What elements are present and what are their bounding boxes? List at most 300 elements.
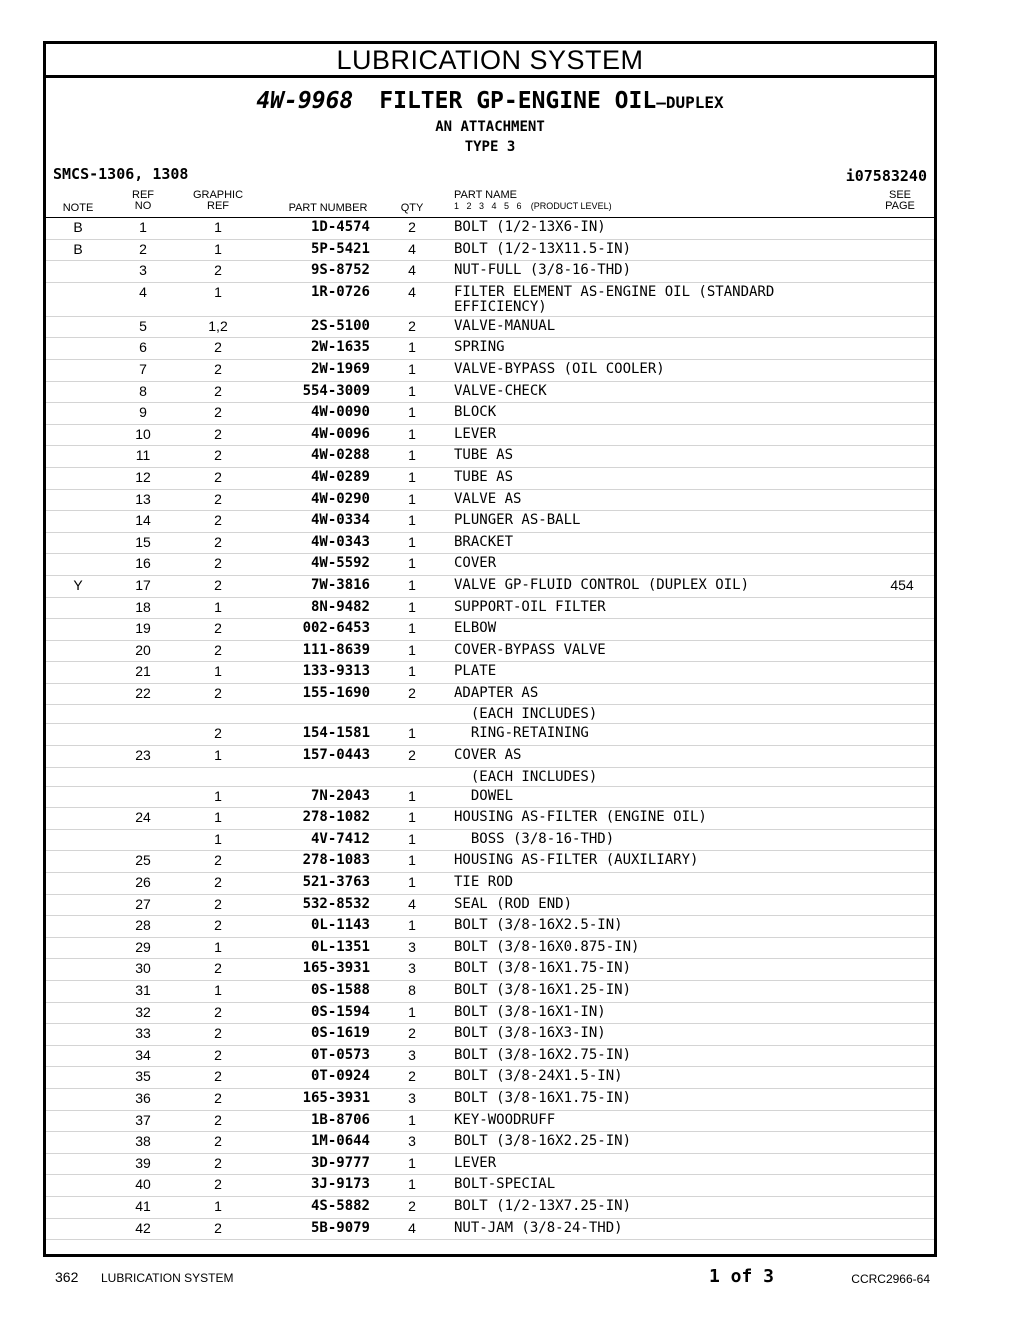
row-ref-no: 13	[135, 490, 151, 507]
row-part-name: VALVE-MANUAL	[454, 317, 556, 334]
row-ref-no: 39	[135, 1154, 151, 1171]
row-graphic-ref: 2	[214, 468, 222, 485]
row-ref-no: 24	[135, 809, 151, 826]
row-part-number: 157-0443	[302, 747, 370, 764]
table-row	[46, 554, 934, 576]
table-row	[46, 1197, 934, 1219]
row-graphic-ref: 2	[214, 1089, 222, 1106]
row-graphic-ref: 2	[214, 1111, 222, 1128]
row-qty: 4	[408, 262, 416, 279]
table-row	[46, 1111, 934, 1133]
row-ref-no: 8	[139, 382, 147, 399]
row-part-number: 278-1083	[302, 852, 370, 869]
row-graphic-ref: 1	[214, 283, 222, 300]
row-ref-no: 36	[135, 1089, 151, 1106]
col-ref-no	[124, 190, 162, 212]
row-part-number: 4W-0334	[310, 512, 370, 529]
group-name-suffix: —DUPLEX	[656, 93, 724, 112]
row-qty: 1	[408, 533, 416, 550]
table-row	[46, 446, 934, 468]
row-qty: 1	[408, 404, 416, 421]
row-ref-no: 32	[135, 1003, 151, 1020]
row-ref-no: 1	[139, 219, 147, 235]
row-part-name: BLOCK	[454, 404, 497, 421]
row-qty: 3	[408, 938, 416, 955]
row-graphic-ref: 2	[214, 1003, 222, 1020]
smcs-codes: SMCS-1306, 1308	[53, 165, 189, 183]
row-part-number: 7N-2043	[310, 787, 370, 804]
row-graphic-ref: 2	[214, 447, 222, 464]
row-qty: 1	[408, 917, 416, 934]
table-row	[46, 619, 934, 641]
table-row	[46, 1154, 934, 1176]
table-row	[46, 403, 934, 425]
row-part-number: 2S-5100	[310, 317, 370, 334]
footer-page-number: 362	[55, 1269, 79, 1285]
table-row	[46, 240, 934, 262]
row-qty: 1	[408, 874, 416, 891]
row-ref-no: 14	[135, 512, 151, 529]
row-part-number: 2W-1969	[310, 360, 370, 377]
table-row	[46, 916, 934, 938]
row-part-name: BOLT (3/8-16X1.75-IN)	[454, 960, 632, 977]
row-part-number: 4W-0343	[310, 533, 370, 550]
row-part-name: VALVE-BYPASS (OIL COOLER)	[454, 360, 665, 377]
row-ref-no: 7	[139, 360, 147, 377]
table-row	[46, 808, 934, 830]
group-title	[46, 88, 934, 114]
table-row	[46, 959, 934, 981]
row-qty: 1	[408, 1176, 416, 1193]
row-qty: 4	[408, 240, 416, 257]
column-headers	[46, 174, 934, 218]
table-row	[46, 1132, 934, 1154]
col-qty: QTY	[400, 202, 424, 214]
col-ref-top: REF	[132, 189, 154, 201]
table-row	[46, 1024, 934, 1046]
row-part-name: BRACKET	[454, 533, 514, 550]
row-part-name: TUBE AS	[454, 447, 514, 464]
row-qty: 2	[408, 684, 416, 701]
row-qty: 2	[408, 1025, 416, 1042]
row-qty: 4	[408, 1219, 416, 1236]
row-ref-no: 28	[135, 917, 151, 934]
row-part-name: ELBOW	[454, 620, 497, 637]
row-qty: 3	[408, 1133, 416, 1150]
row-part-name: KEY-WOODRUFF	[454, 1111, 556, 1128]
row-ref-no: 37	[135, 1111, 151, 1128]
row-part-number: 8N-9482	[310, 598, 370, 615]
col-note: NOTE	[62, 202, 94, 214]
row-ref-no: 20	[135, 641, 151, 658]
row-qty: 8	[408, 982, 416, 998]
group-subtitle-type: TYPE 3	[464, 139, 516, 155]
footer-page-of: 1 of 3	[709, 1266, 775, 1287]
row-graphic-ref: 2	[214, 917, 222, 934]
row-ref-no: 5	[139, 317, 147, 334]
row-graphic-ref: 2	[214, 382, 222, 399]
row-qty: 3	[408, 1046, 416, 1063]
table-row	[46, 511, 934, 533]
table-row	[46, 576, 934, 598]
table-row	[46, 1067, 934, 1089]
row-part-number: 133-9313	[302, 663, 370, 680]
row-ref-no: 30	[135, 960, 151, 977]
row-qty: 4	[408, 283, 416, 300]
table-row	[46, 1046, 934, 1068]
row-part-name: SPRING	[454, 339, 505, 356]
table-row	[46, 1219, 934, 1241]
table-row	[46, 218, 934, 240]
row-graphic-ref: 2	[214, 533, 222, 550]
row-note: B	[73, 240, 83, 257]
row-ref-no: 29	[135, 938, 151, 955]
row-ref-no: 2	[139, 240, 147, 257]
row-part-name: SEAL (ROD END)	[454, 895, 573, 912]
row-part-number: 4W-0289	[310, 468, 370, 485]
row-graphic-ref: 2	[214, 1176, 222, 1193]
col-see-top: SEE	[888, 189, 911, 201]
row-part-number: 165-3931	[302, 1089, 370, 1106]
row-qty: 4	[408, 895, 416, 912]
row-graphic-ref: 2	[214, 620, 222, 637]
row-part-number: 532-8532	[302, 895, 370, 912]
row-part-name: BOLT-SPECIAL	[454, 1176, 556, 1193]
table-row	[46, 598, 934, 620]
row-note: Y	[73, 576, 83, 593]
group-part-number: 4W-9968	[256, 88, 354, 114]
row-part-number: 4V-7412	[310, 830, 370, 847]
row-part-number: 1B-8706	[310, 1111, 370, 1128]
row-part-number: 0L-1351	[310, 938, 370, 955]
row-part-name: BOLT (3/8-16X2.25-IN)	[454, 1133, 632, 1150]
group-header	[46, 78, 934, 185]
row-part-name: BOLT (1/2-13X11.5-IN)	[454, 240, 632, 257]
table-row	[46, 662, 934, 684]
row-qty: 1	[408, 787, 416, 804]
row-part-name: NUT-FULL (3/8-16-THD)	[454, 262, 632, 279]
row-qty: 2	[408, 747, 416, 764]
col-see-page	[878, 190, 922, 212]
row-part-number: 3D-9777	[310, 1154, 370, 1171]
row-qty: 1	[408, 490, 416, 507]
row-part-name: BOLT (3/8-16X3-IN)	[454, 1025, 606, 1042]
row-part-number: 4W-0096	[310, 425, 370, 442]
row-part-name: (EACH INCLUDES)	[454, 768, 598, 785]
table-row	[46, 317, 934, 339]
table-row	[46, 787, 934, 809]
row-part-name: COVER AS	[454, 747, 522, 764]
row-part-number: 111-8639	[302, 641, 370, 658]
table-row	[46, 1089, 934, 1111]
row-qty: 1	[408, 1003, 416, 1020]
row-graphic-ref: 2	[214, 725, 222, 742]
row-part-name: DOWEL	[454, 787, 514, 804]
row-qty: 1	[408, 663, 416, 680]
illustration-id: i07583240	[845, 167, 927, 185]
row-graphic-ref: 2	[214, 852, 222, 869]
table-row	[46, 283, 934, 317]
row-ref-no: 18	[135, 598, 151, 615]
row-part-name: RING-RETAINING	[454, 725, 589, 742]
row-part-number: 165-3931	[302, 960, 370, 977]
row-graphic-ref: 2	[214, 339, 222, 356]
row-ref-no: 26	[135, 874, 151, 891]
row-part-number: 0T-0573	[310, 1046, 370, 1063]
row-part-number: 7W-3816	[310, 576, 370, 593]
row-ref-no: 9	[139, 404, 147, 421]
row-part-name: NUT-JAM (3/8-24-THD)	[454, 1219, 623, 1236]
row-part-number: 521-3763	[302, 874, 370, 891]
row-part-number: 5P-5421	[310, 240, 370, 257]
row-qty: 1	[408, 1111, 416, 1128]
row-part-name: (EACH INCLUDES)	[454, 706, 598, 723]
table-row	[46, 895, 934, 917]
row-qty: 3	[408, 960, 416, 977]
table-row	[46, 360, 934, 382]
row-graphic-ref: 2	[214, 1133, 222, 1150]
row-part-name: BOLT (3/8-24X1.5-IN)	[454, 1068, 623, 1085]
row-part-name: BOLT (3/8-16X2.75-IN)	[454, 1046, 632, 1063]
row-part-number: 4W-0288	[310, 447, 370, 464]
row-graphic-ref: 1	[214, 938, 222, 955]
row-graphic-ref: 1	[214, 787, 222, 804]
table-row	[46, 938, 934, 960]
row-graphic-ref: 2	[214, 960, 222, 977]
col-see-bottom: PAGE	[885, 200, 915, 212]
row-see-page: 454	[890, 576, 914, 593]
row-part-number: 0S-1594	[310, 1003, 370, 1020]
table-row	[46, 746, 934, 768]
row-ref-no: 15	[135, 533, 151, 550]
row-graphic-ref: 2	[214, 895, 222, 912]
row-part-number: 0S-1619	[310, 1025, 370, 1042]
row-qty: 1	[408, 447, 416, 464]
row-qty: 1	[408, 641, 416, 658]
row-part-number: 0S-1588	[310, 982, 370, 998]
row-qty: 2	[408, 317, 416, 334]
row-ref-no: 31	[135, 982, 151, 998]
row-part-name: TIE ROD	[454, 874, 514, 891]
row-part-name: COVER-BYPASS VALVE	[454, 641, 606, 658]
row-graphic-ref: 2	[214, 684, 222, 701]
row-note: B	[73, 219, 83, 235]
row-qty: 2	[408, 219, 416, 235]
section-title: LUBRICATION SYSTEM	[46, 44, 934, 78]
row-part-number: 4W-0090	[310, 404, 370, 421]
row-qty: 1	[408, 555, 416, 572]
row-ref-no: 33	[135, 1025, 151, 1042]
row-graphic-ref: 2	[214, 1154, 222, 1171]
row-graphic-ref: 2	[214, 490, 222, 507]
row-qty: 2	[408, 1068, 416, 1085]
footer-doc-code: CCRC2966-64	[851, 1272, 930, 1286]
row-part-number: 1D-4574	[310, 219, 370, 235]
row-graphic-ref: 1	[214, 663, 222, 680]
table-row	[46, 705, 934, 724]
row-graphic-ref: 2	[214, 555, 222, 572]
row-part-number: 3J-9173	[310, 1176, 370, 1193]
row-qty: 2	[408, 1197, 416, 1214]
col-graphic-bottom: REF	[207, 200, 229, 212]
row-graphic-ref: 1	[214, 830, 222, 847]
row-part-name: BOSS (3/8-16-THD)	[454, 830, 615, 847]
table-row	[46, 830, 934, 852]
row-ref-no: 35	[135, 1068, 151, 1085]
row-ref-no: 34	[135, 1046, 151, 1063]
group-name: FILTER GP-ENGINE OIL	[379, 88, 657, 114]
row-part-name: HOUSING AS-FILTER (AUXILIARY)	[454, 852, 699, 869]
row-ref-no: 42	[135, 1219, 151, 1236]
footer-section: LUBRICATION SYSTEM	[101, 1271, 234, 1285]
row-qty: 1	[408, 339, 416, 356]
row-part-name: VALVE-CHECK	[454, 382, 547, 399]
row-graphic-ref: 1	[214, 219, 222, 235]
row-part-name: VALVE GP-FLUID CONTROL (DUPLEX OIL)	[454, 576, 750, 593]
row-part-name: COVER	[454, 555, 497, 572]
row-graphic-ref: 2	[214, 1046, 222, 1063]
row-part-number: 002-6453	[302, 620, 370, 637]
row-part-number: 554-3009	[302, 382, 370, 399]
row-qty: 1	[408, 852, 416, 869]
table-row	[46, 981, 934, 1003]
table-row	[46, 873, 934, 895]
row-qty: 1	[408, 598, 416, 615]
row-graphic-ref: 1	[214, 598, 222, 615]
table-row	[46, 768, 934, 787]
row-ref-no: 6	[139, 339, 147, 356]
row-graphic-ref: 2	[214, 641, 222, 658]
row-part-name: BOLT (1/2-13X6-IN)	[454, 219, 606, 235]
table-row	[46, 468, 934, 490]
row-ref-no: 27	[135, 895, 151, 912]
row-qty: 1	[408, 360, 416, 377]
row-part-name: FILTER ELEMENT AS-ENGINE OIL (STANDARD EFFICIENCY)	[454, 283, 775, 315]
col-ref-bottom: NO	[134, 200, 152, 212]
row-part-name: TUBE AS	[454, 468, 514, 485]
row-part-name: LEVER	[454, 1154, 497, 1171]
row-graphic-ref: 2	[214, 512, 222, 529]
row-qty: 1	[408, 512, 416, 529]
row-ref-no: 19	[135, 620, 151, 637]
table-row	[46, 261, 934, 283]
row-qty: 1	[408, 1154, 416, 1171]
row-graphic-ref: 1,2	[208, 317, 228, 334]
table-row	[46, 684, 934, 706]
row-qty: 1	[408, 576, 416, 593]
row-graphic-ref: 2	[214, 1219, 222, 1236]
row-ref-no: 12	[135, 468, 151, 485]
row-part-number: 9S-8752	[310, 262, 370, 279]
row-part-name: BOLT (3/8-16X2.5-IN)	[454, 917, 623, 934]
row-part-number: 2W-1635	[310, 339, 370, 356]
row-part-name: ADAPTER AS	[454, 684, 539, 701]
table-row	[46, 533, 934, 555]
row-qty: 1	[408, 725, 416, 742]
row-part-name: SUPPORT-OIL FILTER	[454, 598, 606, 615]
row-part-name: PLUNGER AS-BALL	[454, 512, 581, 529]
table-row	[46, 425, 934, 447]
row-part-name: HOUSING AS-FILTER (ENGINE OIL)	[454, 809, 707, 826]
row-part-number: 4W-5592	[310, 555, 370, 572]
row-part-name: LEVER	[454, 425, 497, 442]
table-row	[46, 382, 934, 404]
row-ref-no: 3	[139, 262, 147, 279]
row-part-name: BOLT (3/8-16X1.25-IN)	[454, 982, 632, 998]
table-row	[46, 851, 934, 873]
page-footer	[0, 1266, 1020, 1290]
row-ref-no: 25	[135, 852, 151, 869]
row-ref-no: 38	[135, 1133, 151, 1150]
row-part-name: VALVE AS	[454, 490, 522, 507]
row-part-number: 154-1581	[302, 725, 370, 742]
row-part-number: 0L-1143	[310, 917, 370, 934]
row-ref-no: 23	[135, 747, 151, 764]
col-graphic-top: GRAPHIC	[192, 189, 244, 201]
row-ref-no: 10	[135, 425, 151, 442]
row-part-number: 1R-0726	[310, 283, 370, 300]
row-qty: 1	[408, 620, 416, 637]
row-ref-no: 21	[135, 663, 151, 680]
row-part-number: 155-1690	[302, 684, 370, 701]
row-ref-no: 16	[135, 555, 151, 572]
row-part-number: 5B-9079	[310, 1219, 370, 1236]
row-ref-no: 11	[135, 447, 151, 464]
group-subtitle-attachment: AN ATTACHMENT	[435, 119, 545, 135]
table-row	[46, 338, 934, 360]
table-row	[46, 1175, 934, 1197]
col-part-number: PART NUMBER	[288, 202, 368, 214]
row-graphic-ref: 2	[214, 425, 222, 442]
row-graphic-ref: 2	[214, 1068, 222, 1085]
row-graphic-ref: 1	[214, 747, 222, 764]
row-graphic-ref: 2	[214, 262, 222, 279]
row-part-number: 0T-0924	[310, 1068, 370, 1085]
parts-page-frame	[43, 41, 937, 1257]
row-graphic-ref: 1	[214, 809, 222, 826]
row-graphic-ref: 2	[214, 874, 222, 891]
row-graphic-ref: 2	[214, 576, 222, 593]
row-qty: 1	[408, 809, 416, 826]
row-qty: 1	[408, 468, 416, 485]
col-levels: 1 2 3 4 5 6	[454, 201, 522, 211]
col-part-name-label: PART NAME	[454, 189, 517, 201]
row-graphic-ref: 2	[214, 360, 222, 377]
row-ref-no: 17	[135, 576, 151, 593]
row-part-name: BOLT (3/8-16X0.875-IN)	[454, 938, 640, 955]
row-graphic-ref: 2	[214, 1025, 222, 1042]
parts-list	[46, 218, 934, 1240]
row-graphic-ref: 2	[214, 404, 222, 421]
row-ref-no: 22	[135, 684, 151, 701]
row-ref-no: 40	[135, 1176, 151, 1193]
row-part-name: BOLT (1/2-13X7.25-IN)	[454, 1197, 632, 1214]
row-part-number: 4W-0290	[310, 490, 370, 507]
row-part-name: BOLT (3/8-16X1.75-IN)	[454, 1089, 632, 1106]
row-qty: 1	[408, 382, 416, 399]
row-part-number: 4S-5882	[310, 1197, 370, 1214]
col-product-level: (PRODUCT LEVEL)	[530, 201, 612, 211]
table-row	[46, 490, 934, 512]
row-part-number: 278-1082	[302, 809, 370, 826]
table-row	[46, 1003, 934, 1025]
row-graphic-ref: 1	[214, 240, 222, 257]
row-ref-no: 41	[135, 1197, 151, 1214]
row-qty: 3	[408, 1089, 416, 1106]
row-graphic-ref: 1	[214, 982, 222, 998]
row-part-number: 1M-0644	[310, 1133, 370, 1150]
row-graphic-ref: 1	[214, 1197, 222, 1214]
